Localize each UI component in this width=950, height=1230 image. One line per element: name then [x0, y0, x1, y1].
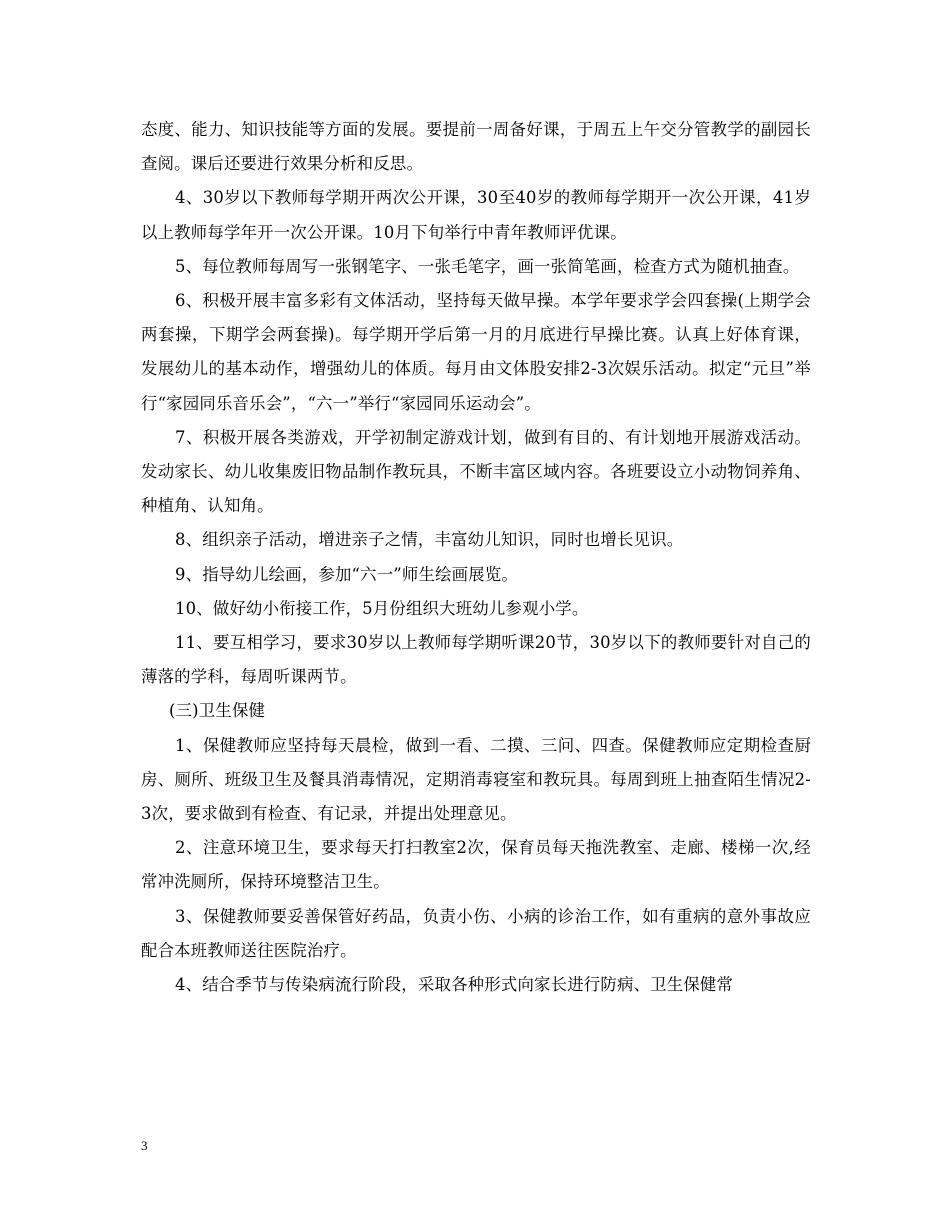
paragraph-6: 8、组织亲子活动，增进亲子之情，丰富幼儿知识，同时也增长见识。: [175, 530, 684, 550]
paragraph-5: 7、积极开展各类游戏，开学初制定游戏计划，做到有目的、有计划地开展游戏活动。发动家长、幼儿收集废旧物品制作教玩具，不断丰富区域内容。各班要设立小动物饲养角、种植角、认知角。: [141, 427, 811, 516]
paragraph-11: 2、注意环境卫生，要求每天打扫教室2次，保育员每天拖洗教室、走廊、楼梯一次,经常冲洗厕所，保持环境整洁卫生。: [141, 838, 811, 892]
paragraph-1: 态度、能力、知识技能等方面的发展。要提前一周备好课，于周五上午交分管教学的副园长查阅。课后还要进行效果分析和反思。: [141, 120, 811, 174]
paragraph-9: 11、要互相学习，要求30岁以上教师每学期听课20节，30岁以下的教师要针对自己的薄落的学科，每周听课两节。: [141, 633, 811, 687]
paragraph-10: 1、保健教师应坚持每天晨检，做到一看、二摸、三问、四查。保健教师应定期检查厨房、厕所、班级卫生及餐具消毒情况，定期消毒寝室和教玩具。每周到班上抽查陌生情况2-3次，要求做到有检查、有记录，并提出处理意见。: [141, 735, 811, 824]
paragraph-8: 10、做好幼小衔接工作，5月份组织大班幼儿参观小学。: [175, 598, 589, 618]
section-heading: (三)卫生保健: [169, 701, 266, 721]
document-body: [141, 113, 811, 1002]
paragraph-2: 4、30岁以下教师每学期开两次公开课，30至40岁的教师每学期开一次公开课，41岁以上教师每学年开一次公开课。10月下旬举行中青年教师评优课。: [141, 188, 811, 242]
page-number: 3: [141, 1138, 148, 1153]
paragraph-3: 5、每位教师每周写一张钢笔字、一张毛笔字，画一张简笔画，检查方式为随机抽查。: [175, 256, 800, 276]
paragraph-12: 3、保健教师要妥善保管好药品，负责小伤、小病的诊治工作，如有重病的意外事故应配合本班教师送往医院治疗。: [141, 906, 811, 960]
paragraph-7: 9、指导幼儿绘画，参加“六一”师生绘画展览。: [175, 564, 519, 584]
paragraph-4: 6、积极开展丰富多彩有文体活动，坚持每天做早操。本学年要求学会四套操(上期学会两套操，下期学会两套操)。每学期开学后第一月的月底进行早操比赛。认真上好体育课，发展幼儿的基本动作，增强幼儿的体质。每月由文体股安排2-3次娱乐活动。拟定“元旦”举行“家园同乐音乐会”，“六一”举行“家园同乐运动会”。: [141, 291, 811, 413]
paragraph-13: 4、结合季节与传染病流行阶段，采取各种形式向家长进行防病、卫生保健常: [175, 975, 734, 995]
